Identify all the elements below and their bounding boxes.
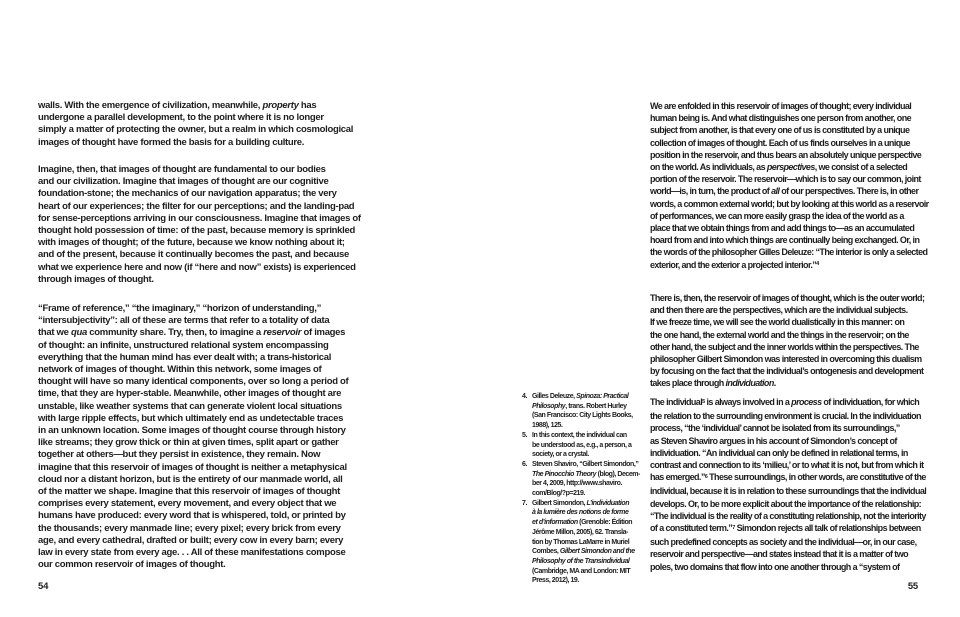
- footnote-4: [522, 392, 644, 431]
- footnote-text: Gilles Deleuze, Spinoza: Practical Philosophy, trans. Robert Hurley (San Francisco: City Lights Books, 1988), 125.: [532, 393, 633, 430]
- footnote-number: 6.: [522, 460, 527, 468]
- footnote-number: 7.: [522, 499, 527, 507]
- footnote-text: Gilbert Simondon, L’individuation à la lumière des notions de forme et d’information (Grenoble: Édition Jérôme Millon, 2005), 62. Transla- tion by Thomas LaMarre in Muriel Combes, Gilbert Simondon and the Philosophy of the Transindividual (Cambridge, MA and London: MIT Press, 2012), 19.: [532, 499, 635, 585]
- footnote-5: [522, 431, 644, 460]
- left-paragraph-2: Imagine, then, that images of thought are fundamental to our bodies and our civilization. Imagine that images of thought are our cognitive foundation-stone; the mechanics of our navigation apparatus; the very heart of our experiences; the filter for our perceptions; and the landing-pad for sense-perceptions arriving in our consciousness. Imagine that images of thought hold possession of time: of the past, because memory is sprinkled with images of thought; of the future, because we know nothing about it; and of the present, because it continually becomes the past, and because what we experience here and now (if “here and now” exists) is experienced through images of thought.: [38, 164, 361, 285]
- right-paragraph-1: We are enfolded in this reservoir of images of thought; every individual human being is. And what distinguishes one person from another, one subject from another, is that every one of us is constituted by a unique collection of images of thought. Each of us finds ourselves in a unique position in the reservoir, and thus bears an absolutely unique perspective on the world. As individuals, as perspectives, we consist of a selected portion of the reservoir. The reservoir—which is to say our common, joint world—is, in turn, the product of all of our perspectives. There is, in other words, a common external world; but by looking at this world as a reservoir of performances, we can more easily grasp the idea of the world as a place that we obtain things from and add things to—as an accumulated hoard from and into which things are continually being exchanged. Or, in the words of the philosopher Gilles Deleuze: “The interior is only a selected exterior, and the exterior a projected interior.”$^4$: [650, 101, 929, 270]
- left-paragraph-3: “Frame of reference,” “the imaginary,” “horizon of understanding,” “intersubjectivity”: all of these are terms that refer to a totality of data that we qua community share. Try, then, to imagine a reservoir of images of thought: an infinite, unstructured relational system encompassing everything that the human mind has ever dealt with; a trans-historical network of images of thought. Within this network, some images of thought will have so many identical components, over so long a period of time, that they are hyper-stable. Meanwhile, other images of thought are unstable, like weather systems that can generate violent local situations with large ripple effects, but which ultimately end as undetectable traces in an unknown location. Some images of thought course through history like streams; they grow thick or thin at given times, split apart or gather together at others—but they persist in existence, they remain. Now imagine that this reservoir of images of thought is neither a metaphysical cloud nor a distant horizon, but is the entirety of our manmade world, all of the matter we shape. Imagine that this reservoir of images of thought comprises every statement, every movement, and every object that we humans have produced: every word that is whispered, told, or printed by the thousands; every manmade line; every pixel; every brick from every age, and every cathedral, drafted or built; every cow in every barn; every law in every state from every age. . . All of these manifestations compose our common reservoir of images of thought.: [38, 303, 349, 571]
- right-paragraph-3: The individual$^5$ is always involved in a process of individuation, for which the relation to the surrounding environment is crucial. In the individuation process, “the ‘individual’ cannot be isolated from its surroundings,” as Steven Shaviro argues in his account of Simondon’s concept of individuation. “An individual can only be defined in relational terms, in contrast and connection to its ‘milieu,’ or to what it is not, but from which it has emerged.”$^6$ These surroundings, in other words, are constitutive of the individual, because it is in relation to these surroundings that the individual develops. Or, to be more explicit about the importance of the relationship: “The individual is the reality of a constituting relationship, not the interiority of a constituted term.”$^7$ Simondon rejects all talk of relationships between such predefined concepts as society and the individual—or, in our case, reservoir and perspective—and states instead that it is a matter of two poles, two domains that flow into one another through a “system of: [650, 397, 927, 572]
- footnote-7: [522, 499, 644, 586]
- footnote-text: Steven Shaviro, “Gilbert Simondon,” The Pinocchio Theory (blog), Decem- ber 4, 2009, http://www.shaviro. com/Blog/?p=219.: [532, 460, 640, 498]
- footnote-number: 5.: [522, 431, 527, 439]
- footnote-text: In this context, the individual can be understood as, e.g., a person, a society, or a crystal.: [532, 431, 632, 459]
- page-number-right: 55: [907, 581, 918, 592]
- right-paragraph-2: There is, then, the reservoir of images of thought, which is the outer world; and then there are the perspectives, which are the individual subjects. If we freeze time, we will see the world dualistically in this manner: on the one hand, the external world and the things in the reservoir; on the other hand, the subject and the inner worlds within the perspectives. The philosopher Gilbert Simondon was interested in overcoming this dualism by focusing on the fact that the individual’s ontogenesis and development takes place through individuation.: [650, 293, 925, 389]
- left-page: [38, 0, 360, 617]
- right-page: [650, 0, 940, 617]
- footnote-6: [522, 460, 644, 499]
- footnote-number: 4.: [522, 393, 527, 400]
- left-paragraph-1: walls. With the emergence of civilization, meanwhile, property has undergone a parallel development, to the point where it is no longer simply a matter of protecting the owner, but a realm in which cosmological images of thought have formed the basis for a building culture.: [38, 100, 354, 148]
- footnotes-column: [522, 392, 644, 586]
- page-number-left: 54: [38, 581, 49, 592]
